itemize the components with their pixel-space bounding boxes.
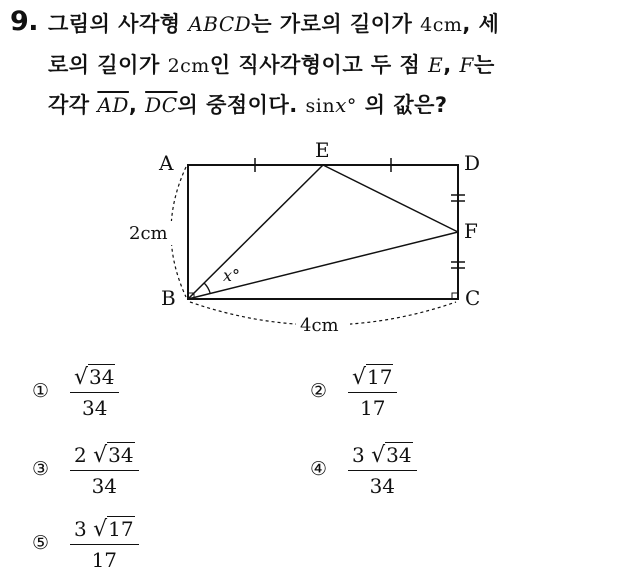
choice-number: ③ bbox=[32, 458, 50, 480]
sin-function: sin bbox=[305, 95, 336, 117]
coefficient: 3 bbox=[352, 443, 365, 467]
point-label-d: D bbox=[464, 151, 481, 175]
sqrt-icon: √ bbox=[352, 365, 367, 390]
denominator: 34 bbox=[82, 396, 108, 420]
question-text: 인 직사각형이고 두 점 bbox=[209, 53, 429, 77]
question-text: 의 값은? bbox=[356, 93, 448, 117]
choice-fraction bbox=[348, 443, 417, 498]
choice-fraction bbox=[70, 365, 119, 420]
radicand: 34 bbox=[386, 443, 412, 467]
choice-number: ① bbox=[32, 380, 50, 402]
coefficient: 3 bbox=[74, 517, 87, 541]
choice-fraction bbox=[70, 443, 139, 498]
width-value: 4cm bbox=[420, 14, 463, 36]
question-text: 그림의 사각형 bbox=[48, 12, 189, 36]
degree-symbol: ° bbox=[346, 95, 357, 117]
question-text: , 세 bbox=[462, 12, 500, 36]
denominator: 34 bbox=[91, 474, 118, 498]
point-label-b: B bbox=[161, 286, 176, 310]
choice-number: ⑤ bbox=[32, 532, 50, 554]
question-text: 로의 길이가 bbox=[48, 53, 168, 77]
point-label-c: C bbox=[465, 286, 481, 310]
point-f-name: F bbox=[459, 53, 474, 77]
question-text: 는 bbox=[473, 53, 495, 77]
angle-label: x° bbox=[223, 266, 241, 285]
choice-fraction bbox=[70, 517, 139, 572]
segment-be bbox=[188, 165, 323, 299]
point-label-e: E bbox=[315, 138, 330, 162]
segment-dc: $\overline{DC}$ bbox=[145, 93, 178, 117]
point-label-a: A bbox=[159, 151, 174, 175]
segment-ad: $\overline{AD}$ bbox=[97, 93, 129, 117]
angle-variable: x bbox=[335, 93, 347, 117]
sqrt-icon: √ bbox=[371, 443, 386, 468]
question-text: 는 가로의 길이가 bbox=[251, 12, 421, 36]
denominator: 17 bbox=[91, 548, 118, 572]
radicand: 17 bbox=[108, 517, 134, 541]
choice-fraction bbox=[348, 365, 397, 420]
height-value: 2cm bbox=[167, 55, 210, 77]
question-number: 9. bbox=[10, 6, 39, 37]
denominator: 34 bbox=[369, 474, 396, 498]
question-text: 의 중점이다. bbox=[177, 93, 306, 117]
angle-arc bbox=[204, 283, 210, 294]
sqrt-icon: √ bbox=[74, 365, 89, 390]
denominator: 17 bbox=[360, 396, 386, 420]
sqrt-icon: √ bbox=[93, 443, 108, 468]
choice-number: ④ bbox=[310, 458, 328, 480]
question-text: , bbox=[128, 93, 146, 117]
width-label: 4cm bbox=[300, 315, 339, 336]
segment-ef bbox=[323, 165, 458, 232]
height-label: 2cm bbox=[129, 223, 168, 244]
question-text: 각각 bbox=[48, 93, 98, 117]
choice-number: ② bbox=[310, 380, 328, 402]
coefficient: 2 bbox=[74, 443, 87, 467]
radicand: 34 bbox=[89, 365, 115, 389]
radicand: 17 bbox=[367, 365, 393, 389]
point-label-f: F bbox=[464, 219, 478, 243]
radicand: 34 bbox=[108, 443, 134, 467]
rectangle-name: ABCD bbox=[188, 12, 252, 36]
question-text: , bbox=[443, 53, 460, 77]
sqrt-icon: √ bbox=[93, 517, 108, 542]
point-e-name: E bbox=[428, 53, 444, 77]
